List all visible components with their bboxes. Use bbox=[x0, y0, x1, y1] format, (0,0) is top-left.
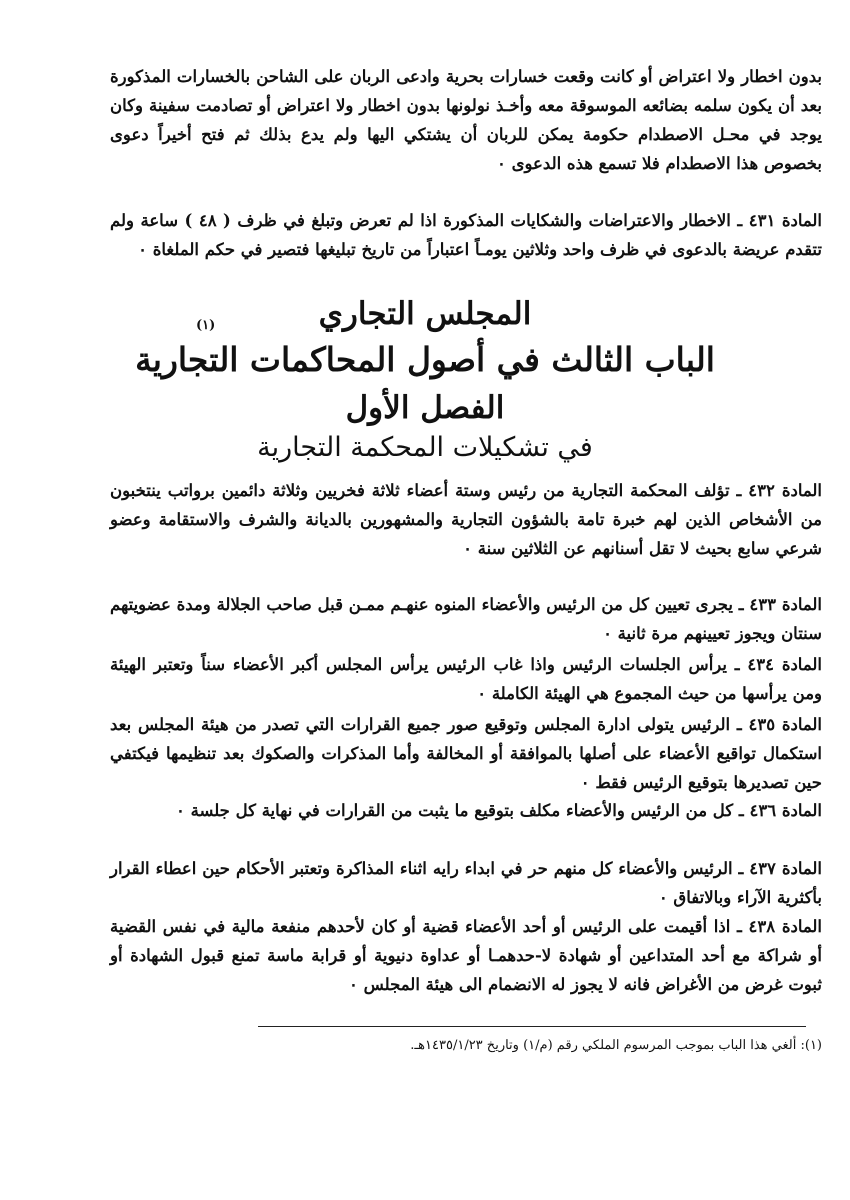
council-heading: المجلس التجاري bbox=[318, 296, 532, 332]
footnote-marker: (١) bbox=[196, 318, 216, 333]
subsection-heading: في تشكيلات المحكمة التجارية bbox=[257, 432, 593, 463]
article-431: المادة ٤٣١ ـ الاخطار والاعتراضات والشكايات المذكورة اذا لم تعرض وتبلغ في ظرف ( ٤٨ ) ساعة ولم تتقدم عريضة بالدعوى في ظرف واحد وثلاثين يومـاً اعتباراً من تاريخ تبليغها فتصير في حكم الملغاة ٠ bbox=[110, 211, 822, 259]
section-heading: الفصل الأول bbox=[345, 390, 505, 426]
footnote: (١): ألغي هذا الباب بموجب المرسوم الملكي رقم (م/١) وتاريخ ١٤٣٥/١/٢٣هـ. bbox=[410, 1038, 822, 1053]
chapter-heading: الباب الثالث في أصول المحاكمات التجارية bbox=[135, 340, 715, 379]
article-437: المادة ٤٣٧ ـ الرئيس والأعضاء كل منهم حر في ابداء رايه اثناء المذاكرة وتعتبر الأحكام حين اعطاء القرار بأكثرية الآراء وبالاتفاق ٠ bbox=[110, 859, 822, 907]
article-432: المادة ٤٣٢ ـ تؤلف المحكمة التجارية من رئيس وستة أعضاء ثلاثة فخريين وثلاثة دائمين برواتب ينتخبون من الأشخاص الذين لهم خبرة تامة بالشؤون التجارية والمشهورين بالديانة والشرف والاستقامة وعضو شرعي سابع بحيث لا تقل أسنانهم عن الثلاثين سنة ٠ bbox=[110, 481, 823, 558]
article-435: المادة ٤٣٥ ـ الرئيس يتولى ادارة المجلس وتوقيع صور جميع القرارات التي تصدر من هيئة المجلس بعد استكمال تواقيع الأعضاء على أصلها بالموافقة أو المخالفة وأما المذكرات والصكوك بعد تنظيمها فيكتفي حين تصديرها بتوقيع الرئيس فقط ٠ bbox=[110, 715, 822, 792]
article-438: المادة ٤٣٨ ـ اذا أقيمت على الرئيس أو أحد الأعضاء قضية أو كان لأحدهم منفعة مالية في نفس القضية أو شراكة مع أحد المتداعين أو شهادة لا-حدهمـا أو عداوة دنيوية أو قرابة ماسة تمنع قبول الشهادة أو ثبوت غرض من الأغراض فانه لا يجوز له الانضمام الى هيئة المجلس ٠ bbox=[110, 917, 823, 994]
article-434: المادة ٤٣٤ ـ يرأس الجلسات الرئيس واذا غاب الرئيس يرأس المجلس أكبر الأعضاء سناً وتعتبر الهيئة ومن يرأسها من حيث المجموع هي الهيئة الكاملة ٠ bbox=[110, 655, 822, 703]
continuation-paragraph: بدون اخطار ولا اعتراض أو كانت وقعت خسارات بحرية وادعى الربان على الشاحن بالخسارات المذكورة بعد أن يكون سلمه بضائعه الموسوقة معه وأخـذ نولونها بدون اخطار ولا اعتراض أو تصادمت سفينة وكان يوجد في محـل الاصطدام حكومة يمكن للربان أن يشتكي اليها ولم يدع بذلك ثم فتح أخيراً دعوى بخصوص هذا الاصطدام فلا تسمع هذه الدعوى ٠ bbox=[110, 67, 822, 173]
article-436: المادة ٤٣٦ ـ كل من الرئيس والأعضاء مكلف بتوقيع ما يثبت من القرارات في نهاية كل جلسة ٠ bbox=[176, 801, 822, 820]
article-433: المادة ٤٣٣ ـ يجرى تعيين كل من الرئيس والأعضاء المنوه عنهـم ممـن قبل صاحب الجلالة ومدة عضويتهم سنتان ويجوز تعيينهم مرة ثانية ٠ bbox=[110, 595, 823, 643]
footnote-divider bbox=[258, 1026, 806, 1027]
